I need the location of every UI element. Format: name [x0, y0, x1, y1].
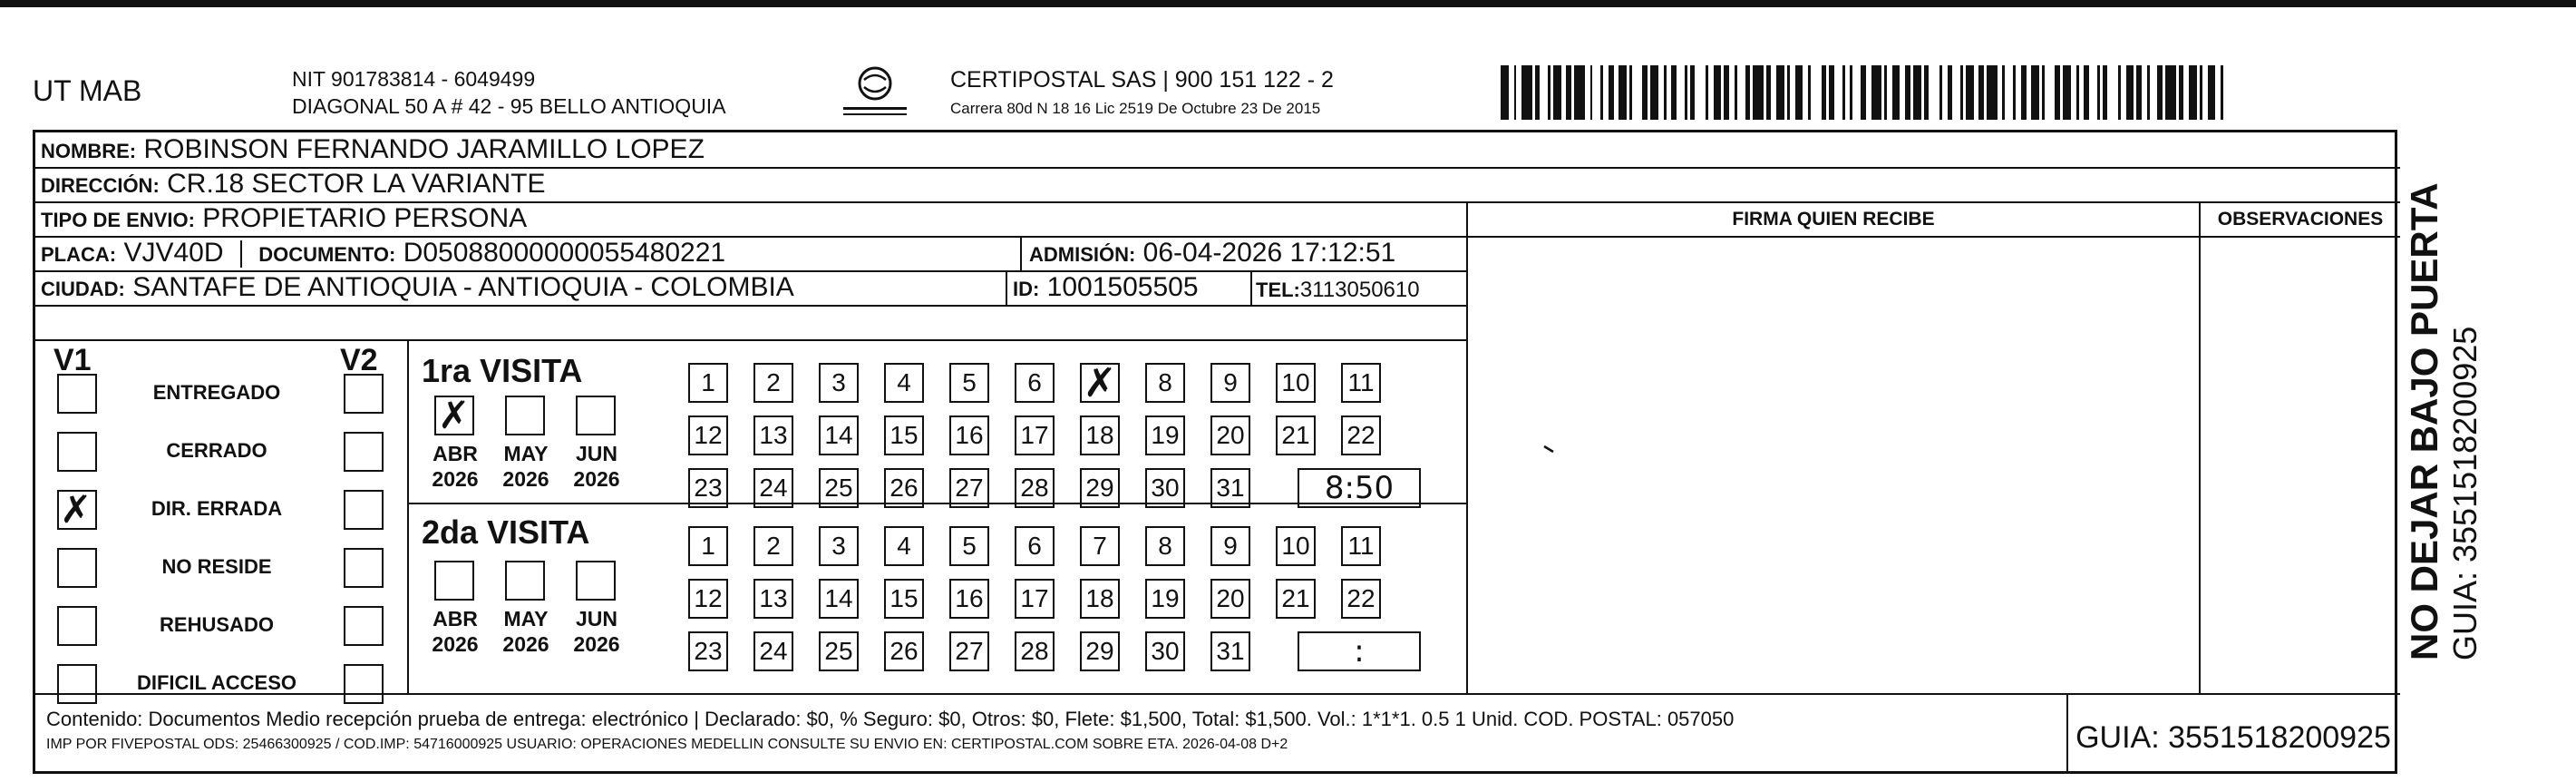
second-visit-day[interactable]: 18	[1080, 579, 1120, 619]
tel-label: TEL:	[1256, 279, 1300, 301]
shipment-type-label: TIPO DE ENVIO:	[41, 209, 195, 231]
second-visit-day[interactable]: 22	[1341, 579, 1381, 619]
second-visit-day[interactable]: 15	[884, 579, 924, 619]
status-v2-checkbox[interactable]	[344, 432, 384, 472]
footer-contents: Contenido: Documentos Medio recepción prueba de entrega: electrónico | Declarado: $0, % Seguro: $0, Otros: $0, Flete: $1,500, Total: $1,500. Vol.: 1*1*1. 0.5 1 Unid. COD. POSTAL: 057050	[46, 708, 1735, 730]
first-visit-day[interactable]: 5	[949, 363, 989, 403]
first-visit-day[interactable]: 11	[1341, 363, 1381, 403]
recipient-name: ROBINSON FERNANDO JARAMILLO LOPEZ	[143, 134, 705, 164]
second-visit-day[interactable]: 6	[1015, 526, 1055, 566]
stray-mark	[1541, 441, 1562, 459]
plate-row	[41, 238, 725, 269]
second-visit-day[interactable]: 17	[1015, 579, 1055, 619]
first-visit-day[interactable]: 2	[753, 363, 793, 403]
shipment-type: PROPIETARIO PERSONA	[202, 203, 528, 233]
id-row	[1013, 272, 1199, 303]
document-label: DOCUMENTO:	[258, 243, 396, 266]
first-visit-day[interactable]: 30	[1145, 468, 1185, 508]
status-v2-checkbox[interactable]	[344, 606, 384, 646]
second-visit-day[interactable]: 25	[819, 631, 859, 671]
status-label: CERRADO	[166, 439, 267, 462]
second-visit-day[interactable]: 27	[949, 631, 989, 671]
first-visit-day[interactable]: 6	[1015, 363, 1055, 403]
status-v2-checkbox[interactable]	[344, 374, 384, 414]
first-visit-day[interactable]: 15	[884, 415, 924, 455]
recipient-name-row	[41, 134, 705, 165]
plate-label: PLACA:	[41, 243, 117, 266]
company-nit: NIT 901783814 - 6049499	[292, 67, 536, 91]
second-visit-time[interactable]: :	[1298, 631, 1421, 671]
first-visit-day[interactable]: 21	[1276, 415, 1316, 455]
city-row	[41, 272, 794, 303]
carrier-address: Carrera 80d N 18 16 Lic 2519 De Octubre 23 De 2015	[950, 100, 1321, 117]
second-visit-day[interactable]: 8	[1145, 526, 1185, 566]
first-visit-month-label: ABR 2026	[432, 442, 479, 491]
status-v1-checkbox[interactable]	[57, 664, 97, 704]
tel-value: 3113050610	[1299, 278, 1420, 302]
first-visit-day[interactable]: ✗	[1080, 363, 1120, 403]
status-v2-checkbox[interactable]	[344, 548, 384, 588]
first-visit-day[interactable]: 9	[1210, 363, 1250, 403]
admission-label: ADMISIÓN:	[1029, 243, 1136, 266]
second-visit-day[interactable]: 12	[688, 579, 728, 619]
side-notice	[2403, 134, 2484, 660]
status-label: DIFICIL ACCESO	[136, 671, 296, 694]
admission-row	[1029, 238, 1395, 269]
shipment-type-row	[41, 203, 527, 234]
second-visit-day[interactable]: 29	[1080, 631, 1120, 671]
status-label: ENTREGADO	[152, 381, 281, 404]
first-visit-month-label: JUN 2026	[573, 442, 620, 491]
status-v1-checkbox[interactable]	[57, 606, 97, 646]
first-visit-day[interactable]: 14	[819, 415, 859, 455]
admission-value: 06-04-2026 17:12:51	[1142, 238, 1396, 268]
side-guide-number: GUIA: 3551518200925	[2446, 326, 2484, 660]
status-v1-checkbox[interactable]	[57, 548, 97, 588]
first-visit-title: 1ra VISITA	[422, 352, 583, 389]
second-visit-day[interactable]: 3	[819, 526, 859, 566]
first-visit-day[interactable]: 12	[688, 415, 728, 455]
first-visit-day[interactable]: 29	[1080, 468, 1120, 508]
first-visit-day[interactable]: 20	[1210, 415, 1250, 455]
company-info	[292, 65, 726, 120]
carrier-logo	[834, 64, 916, 120]
status-check-mark: ✗	[60, 487, 92, 532]
shipping-label	[33, 130, 2397, 774]
first-visit-day[interactable]: 13	[753, 415, 793, 455]
second-visit-day[interactable]: 9	[1210, 526, 1250, 566]
status-v1-checkbox[interactable]	[57, 374, 97, 414]
first-visit-month-box[interactable]	[505, 396, 545, 435]
first-visit-month-label: MAY 2026	[502, 442, 549, 491]
company-address: DIAGONAL 50 A # 42 - 95 BELLO ANTIOQUIA	[292, 94, 726, 118]
second-visit-month-label: JUN 2026	[573, 607, 620, 656]
second-visit-month-box[interactable]	[434, 561, 474, 601]
first-visit-day[interactable]: 25	[819, 468, 859, 508]
top-border	[0, 0, 2576, 7]
second-visit-month-label: ABR 2026	[432, 607, 479, 656]
side-notice-title: NO DEJAR BAJO PUERTA	[2403, 182, 2445, 660]
first-visit-day[interactable]: 26	[884, 468, 924, 508]
recipient-address: CR.18 SECTOR LA VARIANTE	[167, 169, 546, 199]
second-visit-day[interactable]: 28	[1015, 631, 1055, 671]
first-visit-day[interactable]: 17	[1015, 415, 1055, 455]
second-visit-month-box[interactable]	[576, 561, 616, 601]
id-label: ID:	[1013, 278, 1040, 300]
v1-header: V1	[53, 343, 92, 377]
second-visit-day[interactable]: 7	[1080, 526, 1120, 566]
second-visit-title: 2da VISITA	[422, 513, 590, 551]
signature-header: FIRMA QUIEN RECIBE	[1732, 209, 1935, 230]
first-visit-day[interactable]: 24	[753, 468, 793, 508]
status-label: REHUSADO	[160, 613, 274, 636]
first-visit-month-box[interactable]	[576, 396, 616, 435]
first-visit-day[interactable]: 3	[819, 363, 859, 403]
guide-number: GUIA: 3551518200925	[2075, 719, 2391, 755]
document-value: D05088000000055480221	[403, 238, 726, 268]
second-visit-day[interactable]: 26	[884, 631, 924, 671]
first-visit-day[interactable]: 10	[1276, 363, 1316, 403]
tel-row	[1256, 278, 1420, 303]
v2-header: V2	[340, 343, 378, 377]
status-v1-checkbox[interactable]	[57, 432, 97, 472]
first-visit-day[interactable]: 8	[1145, 363, 1185, 403]
second-visit-day[interactable]: 30	[1145, 631, 1185, 671]
second-visit-day[interactable]: 5	[949, 526, 989, 566]
status-v2-checkbox[interactable]	[344, 664, 384, 704]
name-label: NOMBRE:	[41, 140, 137, 162]
plate-value: VJV40D	[123, 238, 224, 268]
city-value: SANTAFE DE ANTIOQUIA - ANTIOQUIA - COLOMBIA	[132, 272, 794, 302]
second-visit-day[interactable]: 24	[753, 631, 793, 671]
status-v2-checkbox[interactable]	[344, 490, 384, 530]
status-label: DIR. ERRADA	[151, 497, 283, 520]
second-visit-month-box[interactable]	[505, 561, 545, 601]
address-row	[41, 169, 545, 200]
second-visit-day[interactable]: 14	[819, 579, 859, 619]
first-visit-day[interactable]: 22	[1341, 415, 1381, 455]
second-visit-day[interactable]: 23	[688, 631, 728, 671]
status-label: NO RESIDE	[161, 555, 272, 578]
id-value: 1001505505	[1046, 272, 1199, 302]
second-visit-day[interactable]: 2	[753, 526, 793, 566]
first-visit-day[interactable]: 27	[949, 468, 989, 508]
second-visit-day[interactable]: 4	[884, 526, 924, 566]
second-visit-day[interactable]: 20	[1210, 579, 1250, 619]
second-visit-day[interactable]: 16	[949, 579, 989, 619]
carrier-name: CERTIPOSTAL SAS | 900 151 122 - 2	[950, 67, 1334, 93]
company-name: UT MAB	[33, 74, 142, 107]
footer-print-info: IMP POR FIVEPOSTAL ODS: 25466300925 / COD.IMP: 54716000925 USUARIO: OPERACIONES MEDELLIN CONSULTE SU ENVIO EN: CERTIPOSTAL.COM SOBRE ETA. 2026-04-08 D+2	[46, 737, 1288, 752]
first-visit-time[interactable]: 8:50	[1298, 468, 1421, 508]
first-visit-day[interactable]: 1	[688, 363, 728, 403]
observations-header: OBSERVACIONES	[2217, 209, 2384, 230]
address-label: DIRECCIÓN:	[41, 174, 160, 197]
first-visit-day[interactable]: 18	[1080, 415, 1120, 455]
city-label: CIUDAD:	[41, 278, 125, 300]
second-visit-month-label: MAY 2026	[502, 607, 549, 656]
second-visit-day[interactable]: 1	[688, 526, 728, 566]
first-visit-day[interactable]: 16	[949, 415, 989, 455]
first-visit-day[interactable]: 23	[688, 468, 728, 508]
first-visit-day[interactable]: 31	[1210, 468, 1250, 508]
second-visit-day[interactable]: 11	[1341, 526, 1381, 566]
second-visit-day[interactable]: 31	[1210, 631, 1250, 671]
second-visit-day[interactable]: 10	[1276, 526, 1316, 566]
second-visit-day[interactable]: 19	[1145, 579, 1185, 619]
second-visit-day[interactable]: 13	[753, 579, 793, 619]
first-visit-day[interactable]: 4	[884, 363, 924, 403]
first-visit-month-mark: ✗	[438, 393, 471, 437]
second-visit-day[interactable]: 21	[1276, 579, 1316, 619]
first-visit-day[interactable]: 28	[1015, 468, 1055, 508]
barcode	[1501, 65, 2226, 120]
first-visit-day[interactable]: 19	[1145, 415, 1185, 455]
